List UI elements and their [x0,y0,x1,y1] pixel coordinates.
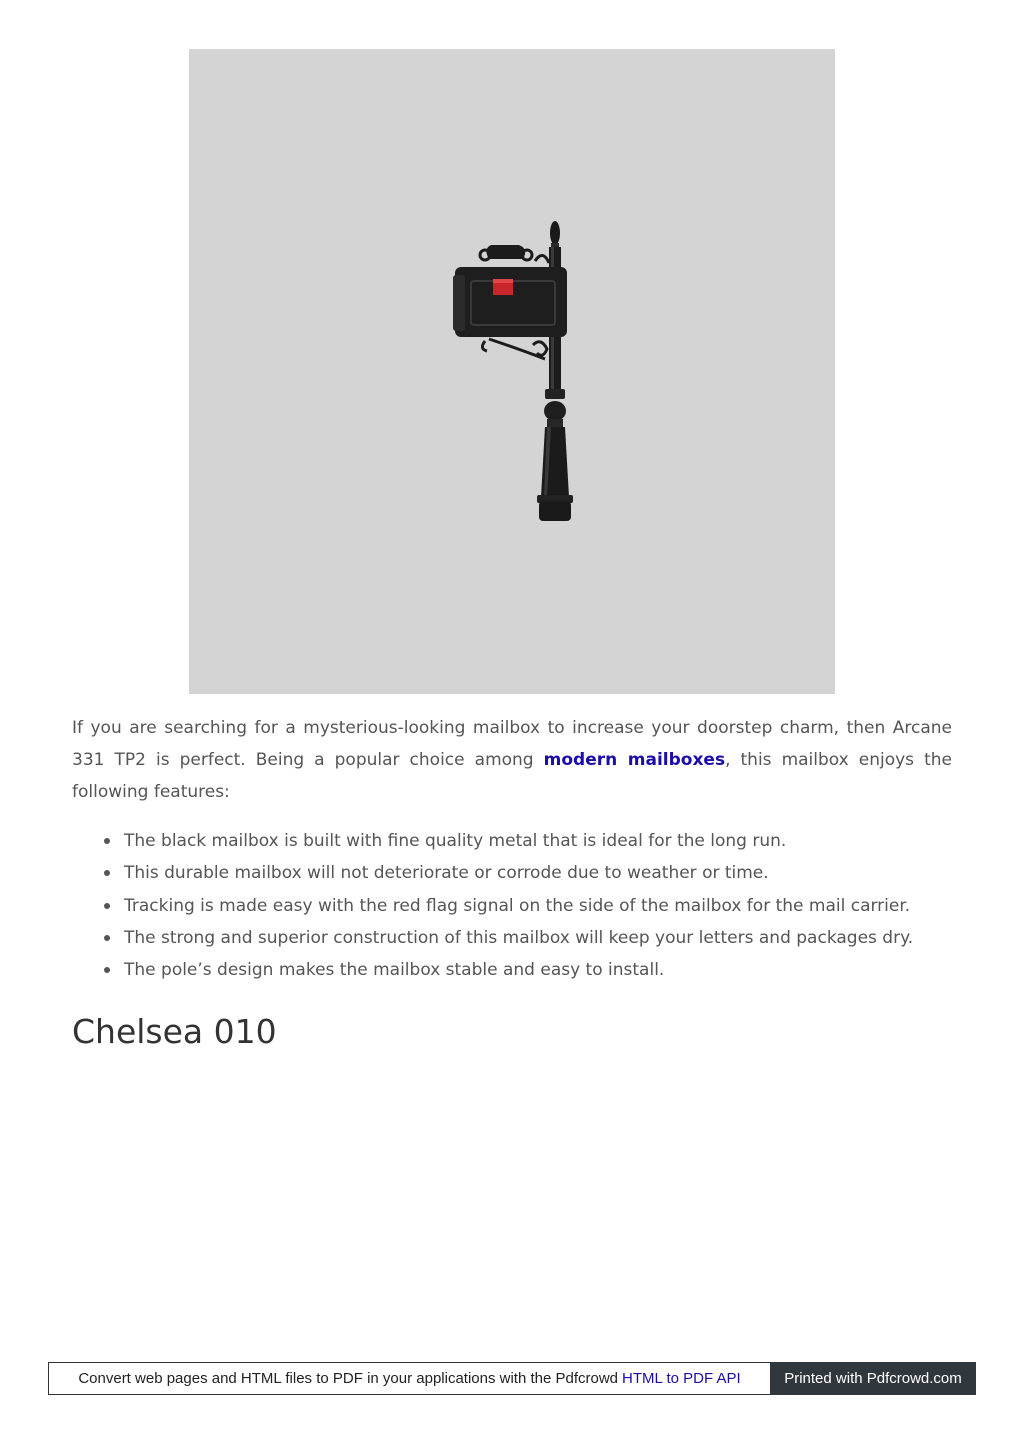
bullet-icon [104,903,110,909]
footer-promo-text: Convert web pages and HTML files to PDF in your applications with the Pdfcrowd [78,1370,619,1387]
bullet-icon [104,838,110,844]
bullet-icon [104,935,110,941]
intro-text-before: If you are searching for a mysterious-looking mailbox to increase your doorstep charm, then Arcane 331 TP2 is perfect. Being a popular choice among [72,718,952,770]
bullet-icon [104,967,110,973]
list-item [124,954,972,986]
pdfcrowd-footer [48,1362,976,1395]
feature-text: The strong and superior construction of this mailbox will keep your letters and packages dry. [124,927,914,948]
footer-printed-with[interactable]: Printed with Pdfcrowd.com [770,1362,976,1395]
list-item [124,825,972,857]
product-image [189,49,835,694]
feature-text: Tracking is made easy with the red flag signal on the side of the mailbox for the mail carrier. [124,895,911,916]
list-item [124,857,972,889]
list-item [124,922,972,954]
html-to-pdf-api-link[interactable]: HTML to PDF API [622,1370,741,1387]
feature-text: This durable mailbox will not deteriorate or corrode due to weather or time. [124,863,769,884]
list-item [124,890,972,922]
features-list [72,825,972,986]
section-heading: Chelsea 010 [72,1012,277,1051]
bullet-icon [104,870,110,876]
intro-paragraph [72,712,952,808]
modern-mailboxes-link[interactable]: modern mailboxes [543,750,726,770]
footer-promo [48,1362,770,1395]
feature-text: The pole’s design makes the mailbox stable and easy to install. [124,960,665,981]
mailbox-illustration [189,49,835,694]
feature-text: The black mailbox is built with fine quality metal that is ideal for the long run. [124,831,787,851]
intro-text-after: , this mailbox enjoys the following features: [72,750,952,802]
